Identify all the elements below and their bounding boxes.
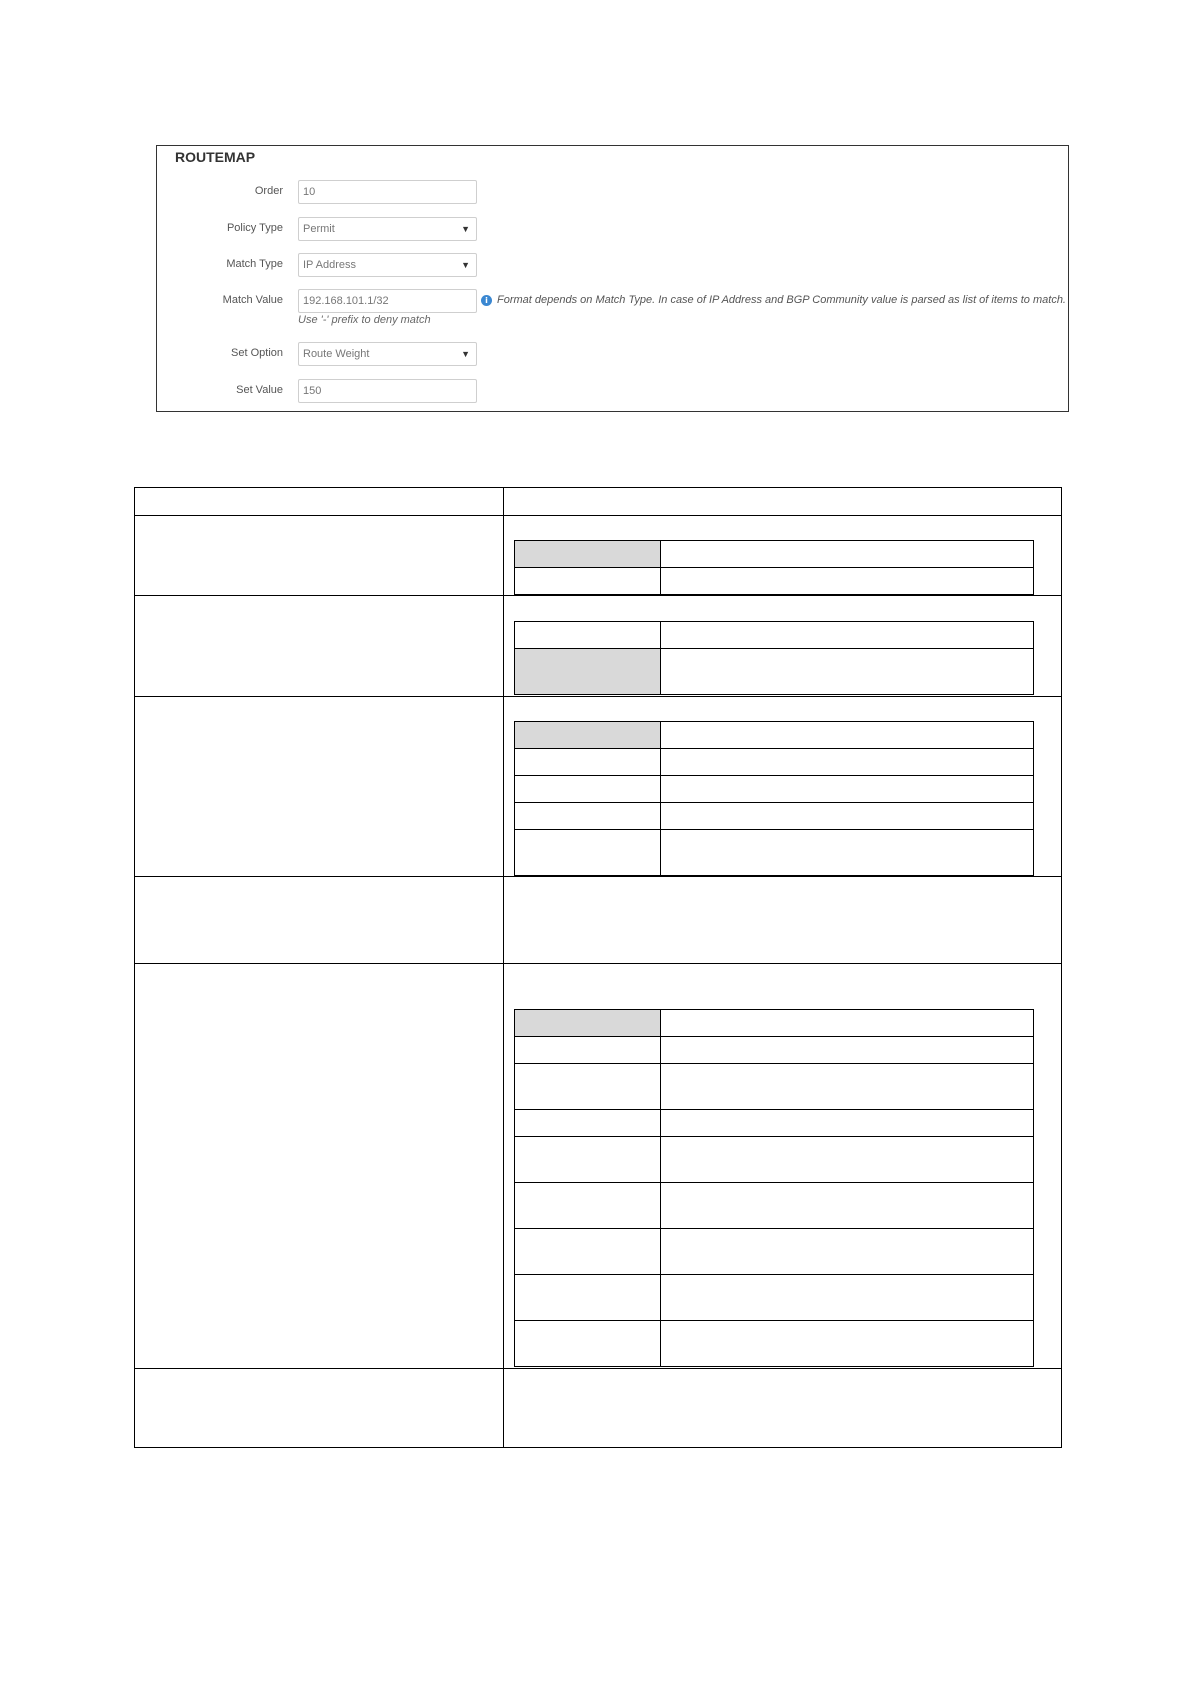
match-type-row xyxy=(157,253,1068,277)
sub-table-row xyxy=(515,1275,1033,1321)
match-type-value: IP Address xyxy=(303,259,356,271)
sub-table-row xyxy=(515,568,1033,595)
sub-table-row xyxy=(515,722,1033,749)
set-option-select[interactable] xyxy=(298,342,477,366)
policy-type-row xyxy=(157,217,1068,241)
column-divider xyxy=(503,488,504,1447)
sub-table-set-option xyxy=(514,1009,1034,1367)
row-divider xyxy=(135,963,1061,964)
row-divider xyxy=(135,595,1061,596)
sub-table-row xyxy=(515,649,1033,695)
parameter-table xyxy=(134,487,1062,1448)
set-value-row xyxy=(157,379,1068,403)
sub-table-row xyxy=(515,1321,1033,1367)
match-value-hint: Use '-' prefix to deny match xyxy=(298,314,431,326)
match-value-info: Format depends on Match Type. In case of IP Address and BGP Community value is parsed as list of items to match. xyxy=(497,294,1066,306)
sub-table-row xyxy=(515,749,1033,776)
row-divider xyxy=(135,696,1061,697)
sub-table-match-type xyxy=(514,621,1034,695)
row-divider xyxy=(135,876,1061,877)
sub-table-row xyxy=(515,1183,1033,1229)
sub-table-row xyxy=(515,803,1033,830)
sub-table-row xyxy=(515,541,1033,568)
sub-table-row xyxy=(515,622,1033,649)
sub-table-policy-type xyxy=(514,540,1034,595)
caret-down-icon: ▼ xyxy=(461,349,470,359)
set-option-label: Set Option xyxy=(231,347,283,359)
sub-table-row xyxy=(515,1064,1033,1110)
match-value-label: Match Value xyxy=(222,294,283,306)
sub-table-row xyxy=(515,1229,1033,1275)
panel-title: ROUTEMAP xyxy=(175,149,256,165)
sub-table-row xyxy=(515,830,1033,876)
sub-table-row xyxy=(515,1137,1033,1183)
match-value-input[interactable] xyxy=(298,289,477,313)
set-value-input[interactable] xyxy=(298,379,477,403)
set-value-label: Set Value xyxy=(236,384,283,396)
order-row xyxy=(157,180,1068,204)
match-type-label: Match Type xyxy=(226,258,283,270)
policy-type-label: Policy Type xyxy=(226,222,283,234)
sub-table-match-value xyxy=(514,721,1034,876)
set-option-value: Route Weight xyxy=(303,348,370,360)
policy-type-value: Permit xyxy=(303,223,335,235)
routemap-panel xyxy=(156,145,1069,412)
order-input[interactable] xyxy=(298,180,477,204)
set-option-row xyxy=(157,342,1068,366)
row-divider xyxy=(135,1368,1061,1369)
sub-table-row xyxy=(515,776,1033,803)
caret-down-icon: ▼ xyxy=(461,260,470,270)
info-icon[interactable]: i xyxy=(481,295,492,306)
match-type-select[interactable] xyxy=(298,253,477,277)
sub-table-row xyxy=(515,1010,1033,1037)
sub-table-row xyxy=(515,1037,1033,1064)
row-divider xyxy=(135,515,1061,516)
policy-type-select[interactable] xyxy=(298,217,477,241)
order-label: Order xyxy=(254,185,283,197)
sub-table-row xyxy=(515,1110,1033,1137)
caret-down-icon: ▼ xyxy=(461,224,470,234)
match-value-row xyxy=(157,289,1068,326)
